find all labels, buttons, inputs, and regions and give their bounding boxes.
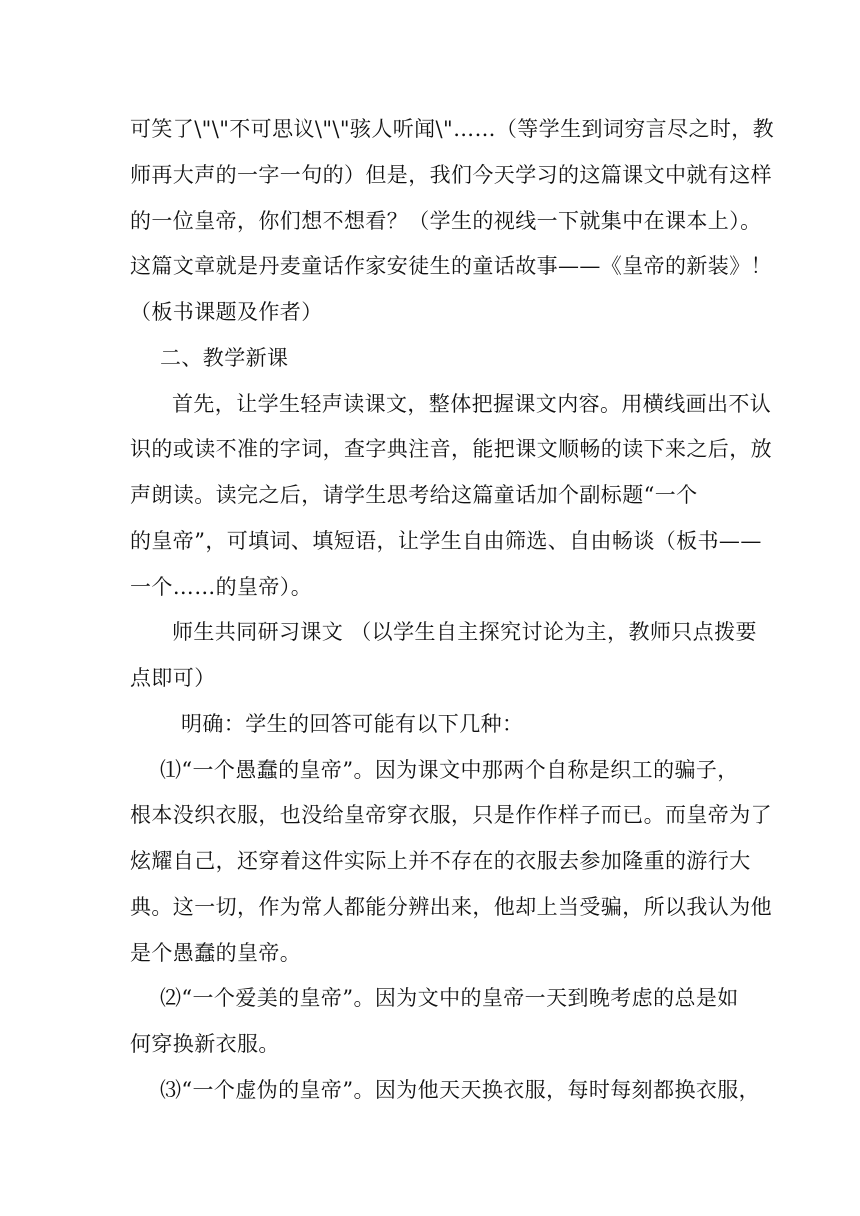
text-line: 一个……的皇帝）。 (130, 575, 313, 599)
text-line: 师生共同研习课文 （以学生自主探究讨论为主，教师只点拨要 (172, 620, 757, 644)
text-line: ⑶“一个虚伪的皇帝”。因为他天天换衣服，每时每刻都换衣服， (160, 1078, 761, 1102)
text-line: （板书课题及作者） (130, 300, 323, 324)
text-line: 声朗读。读完之后，请学生思考给这篇童话加个副标题“一个 (130, 483, 698, 507)
text-line: 师再大声的一字一句的）但是，我们今天学习的这篇课文中就有这样 (130, 163, 772, 187)
text-line: ⑴“一个愚蠢的皇帝”。因为课文中那两个自称是织工的骗子， (160, 758, 739, 782)
section-heading: 二、教学新课 (160, 346, 289, 370)
text-line: 的一位皇帝，你们想不想看？（学生的视线一下就集中在课本上）。 (130, 209, 762, 233)
text-line: 炫耀自己，还穿着这件实际上并不存在的衣服去参加隆重的游行大 (130, 849, 751, 873)
text-line: 点即可） (130, 666, 216, 690)
text-line: 何穿换新衣服。 (130, 1032, 280, 1056)
text-line: 明确：学生的回答可能有以下几种： (181, 712, 524, 736)
text-line: 首先，让学生轻声读课文，整体把握课文内容。用横线画出不认 (172, 392, 772, 416)
text-line: 典。这一切，作为常人都能分辨出来，他却上当受骗，所以我认为他 (130, 895, 772, 919)
text-line: 是个愚蠢的皇帝。 (130, 941, 302, 965)
text-line: ⑵“一个爱美的皇帝”。因为文中的皇帝一天到晚考虑的总是如 (160, 986, 739, 1010)
text-line: 的皇帝”，可填词、填短语，让学生自由筛选、自由畅谈（板书—— (130, 529, 762, 553)
text-line: 根本没织衣服，也没给皇帝穿衣服，只是作作样子而已。而皇帝为了 (130, 803, 772, 827)
text-line: 这篇文章就是丹麦童话作家安徒生的童话故事——《皇帝的新装》！ (130, 254, 772, 278)
text-line: 识的或读不准的字词，查字典注音，能把课文顺畅的读下来之后，放 (130, 437, 772, 461)
text-line: 可笑了\"\"不可思议\"\"骇人听闻\"……（等学生到词穷言尽之时，教 (130, 117, 775, 141)
